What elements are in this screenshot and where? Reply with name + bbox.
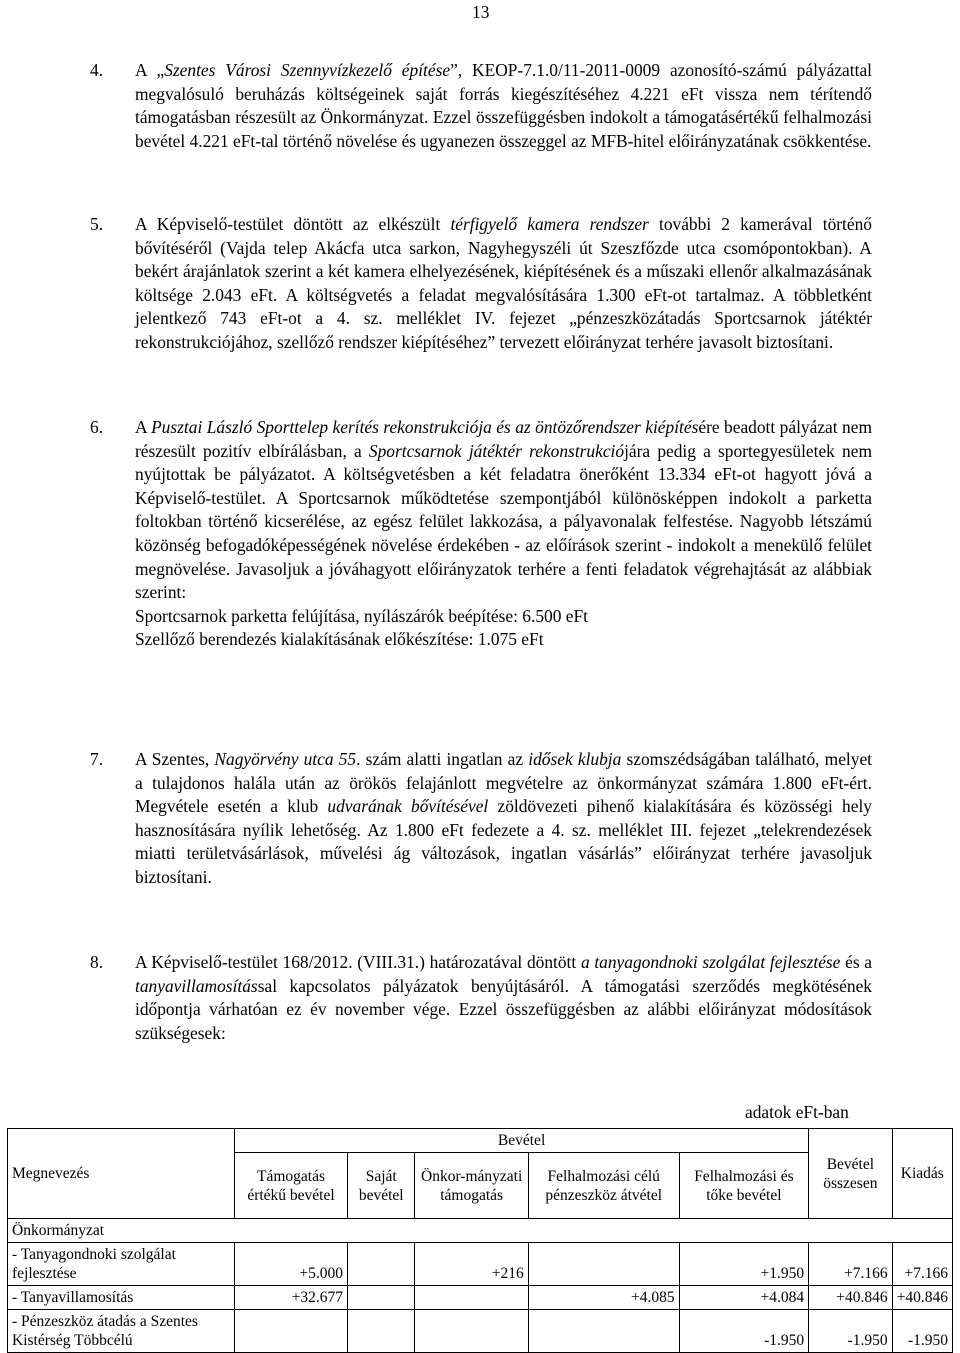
cell-kiadas: +40.846 [892, 1286, 952, 1310]
italic-text: tanyavillamosítás [135, 975, 258, 996]
item-body [135, 59, 872, 153]
cell-sajat [347, 1310, 415, 1353]
text-run: zöldövezeti pihenő kialakítására és közösségi hely hasznosítására nyílik lehetőség. Az 1.800 eFt fedezete a 4. sz. melléklet III. fejezet „telekrendezések miatti területvásárlások, művelési ág változások, ingatlan vásárlás” előirányzat terhére javasoljuk biztosítani. [135, 796, 873, 887]
item-body [135, 416, 872, 652]
text-run: jára pedig a sportegyesületek nem nyújtottak be pályázatot. A költségvetésben a két feladatra önerőként 13.334 eFt-ot hagyott jóvá a Képviselő-testület. A Sportcsarnok működtetése szempontjából különösképpen indokolt a parketta foltokban történő kicserélése, az egész felület lakkozása, a pályavonalak felfestése. Nagyobb létszámú közönség befogadóképességének növelése érdekében - az előírások szerint - indokolt a menekülő felület megnövelése. Javasoljuk a jóváhagyott előirányzatok terhére a fenti feladatok végrehajtását az alábbiak szerint: [135, 440, 872, 603]
table-section-row [8, 1219, 953, 1243]
header-sajat: Saját bevétel [347, 1153, 415, 1219]
page-number: 13 [472, 2, 490, 22]
cell-onkorm-tam: +216 [415, 1243, 528, 1286]
text-run: . szám alatti ingatlan az [356, 749, 529, 769]
cell-tamogatas-ertek [235, 1310, 348, 1353]
item-body [135, 748, 872, 890]
text-run: és a [840, 952, 873, 972]
cell-name: - Tanyavillamosítás [8, 1286, 235, 1310]
italic-text: Sportcsarnok játéktér rekonstrukció [368, 440, 625, 461]
item-body [135, 213, 872, 355]
cell-onkorm-tam [415, 1286, 528, 1310]
item-number: 7. [90, 749, 104, 769]
italic-text: Nagyörvény utca 55 [214, 749, 357, 769]
item-number: 6. [90, 417, 104, 437]
italic-text: idősek klubja [528, 749, 622, 769]
text-run: A Képviselő-testület 168/2012. (VIII.31.) határozatával döntött [135, 952, 581, 972]
italic-text: a tanyagondnoki szolgálat fejlesztése [580, 952, 841, 972]
list-item-5 [90, 213, 872, 355]
cell-kiadas: -1.950 [892, 1310, 952, 1353]
cell-sajat [347, 1286, 415, 1310]
table-row [8, 1243, 953, 1286]
cell-bevetel-osszesen: -1.950 [809, 1310, 892, 1353]
text-run: ére beadott pályázat nem részesült pozitív elbírálásban, a [135, 417, 872, 461]
item-number: 4. [90, 60, 104, 80]
text-run: további 2 kamerával történő bővítéséről (Vajda telep Akácfa utca sarkon, Nagyhegyszéli út Szeszfőzde utca csomópontokban). A bekért árajánlatok szerint a két kamera elhelyezésének, kiépítésének és a műszaki ellenőr alkalmazásának költsége 2.043 eFt. A költségvetés a feladat megvalósítására 1.300 eFt-ot tartalmaz. A többletként jelentkező 743 eFt-ot a 4. sz. melléklet IV. fejezet „pénzeszközátadás Sportcsarnok játéktér rekonstrukciójához, szellőző rendszer kiépítéséhez” tervezett előirányzat terhére javasolt biztosítani. [135, 214, 872, 352]
italic-text: Pusztai László Sporttelep kerítés rekonstrukciója és az öntözőrendszer kiépítés [151, 417, 699, 437]
cell-onkorm-tam [415, 1310, 528, 1353]
cell-tamogatas-ertek: +32.677 [235, 1286, 348, 1310]
header-felhalm-celu: Felhalmozási célú pénzeszköz átvétel [528, 1153, 679, 1219]
text-run: A „ [135, 60, 165, 80]
cell-name: - Tanyagondnoki szolgálat fejlesztése [8, 1243, 235, 1286]
item-paragraph [135, 416, 872, 605]
header-kiadas: Kiadás [892, 1129, 952, 1219]
cost-line-parketta: Sportcsarnok parketta felújítása, nyílászárók beépítése: 6.500 eFt [135, 605, 588, 626]
italic-text: udvarának bővítésével [327, 796, 489, 817]
table-row [8, 1286, 953, 1310]
cell-felhalm-celu [528, 1243, 679, 1286]
item-body [135, 951, 872, 1045]
italic-text: térfigyelő kamera rendszer [450, 214, 649, 234]
header-group-bevetel: Bevétel [235, 1129, 809, 1153]
list-item-7 [90, 748, 872, 890]
header-tamogatas-ertek: Támogatás értékű bevétel [235, 1153, 348, 1219]
cell-felhalm-celu: +4.085 [528, 1286, 679, 1310]
cell-kiadas: +7.166 [892, 1243, 952, 1286]
item-number: 8. [90, 952, 104, 972]
text-run: ”, KEOP-7.1.0/11-2011-0009 azonosító-számú pályázattal megvalósuló beruházás költségeinek saját forrás kiegészítéséhez 4.221 eFt vissza nem térítendő támogatásban részesült az Önkormányzat. Ezzel összefüggésben indokolt a támogatásértékű felhalmozási bevétel 4.221 eFt-tal történő növelése és ugyanezen összeggel az MFB-hitel előirányzatának csökkentése. [135, 60, 872, 151]
budget-table [7, 1128, 953, 1353]
cell-tamogatas-ertek: +5.000 [235, 1243, 348, 1286]
text-run: A Szentes, [135, 749, 215, 769]
cell-felhalm-toke: +4.084 [679, 1286, 809, 1310]
cell-name: - Pénzeszköz átadás a Szentes Kistérség Többcélú [8, 1310, 235, 1353]
list-item-4 [90, 59, 872, 153]
text-run: sal kapcsolatos pályázatok benyújtásáról. A támogatási szerződés megkötésének időpontja várhatóan ez év november vége. Ezzel összefüggésben az alábbi előirányzat módosítások szükségesek: [135, 975, 872, 1043]
item-number: 5. [90, 214, 104, 234]
cell-felhalm-celu [528, 1310, 679, 1353]
cost-line-szellozo: Szellőző berendezés kialakításának előkészítése: 1.075 eFt [135, 629, 544, 650]
header-felhalm-toke: Felhalmozási és tőke bevétel [679, 1153, 809, 1219]
cell-bevetel-osszesen: +7.166 [809, 1243, 892, 1286]
text-run: szomszédságában található, melyet a tulajdonos halála után az örökös felajánlott megvételre az önkormányzat számára 1.800 eFt-ért. Megvétele esetén a klub [135, 749, 872, 817]
list-item-6 [90, 416, 872, 652]
table-row [8, 1310, 953, 1353]
text-run: A [135, 417, 152, 437]
cell-bevetel-osszesen: +40.846 [809, 1286, 892, 1310]
cell-sajat [347, 1243, 415, 1286]
text-run: A Képviselő-testület döntött az elkészült [135, 214, 451, 234]
list-item-8 [90, 951, 872, 1045]
italic-text: Szentes Városi Szennyvízkezelő építése [164, 60, 451, 80]
header-bevetel-osszesen: Bevétel összesen [809, 1129, 892, 1219]
header-onkorm-tam: Önkor-mányzati támogatás [415, 1153, 528, 1219]
cell-felhalm-toke: -1.950 [679, 1310, 809, 1353]
section-label: Önkormányzat [8, 1219, 953, 1243]
header-name: Megnevezés [8, 1129, 235, 1219]
cell-felhalm-toke: +1.950 [679, 1243, 809, 1286]
table-unit-note: adatok eFt-ban [745, 1102, 849, 1122]
